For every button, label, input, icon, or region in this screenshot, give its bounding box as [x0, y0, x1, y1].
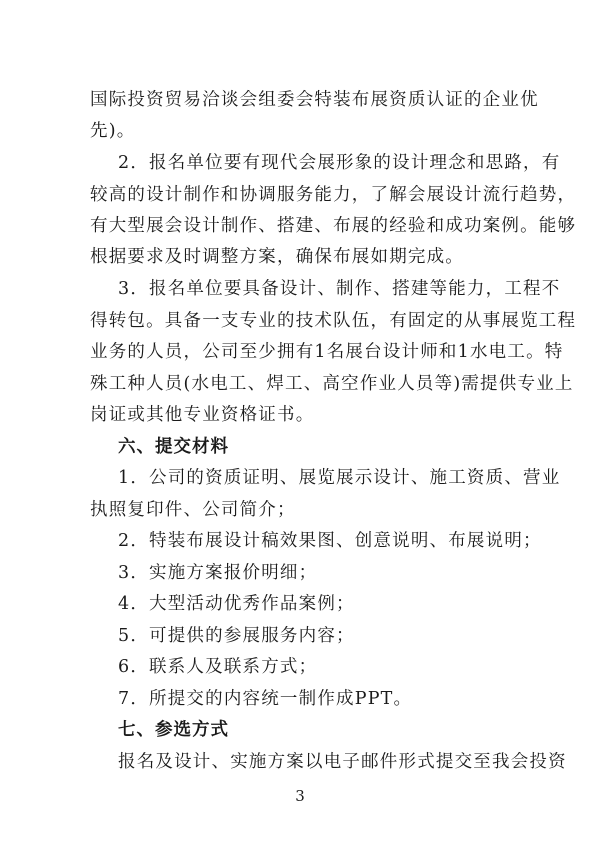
- body-text-line: 先)。: [90, 121, 136, 141]
- body-text-line: 岗证或其他专业资格证书。: [90, 405, 315, 425]
- list-item: 3．实施方案报价明细；: [118, 563, 318, 583]
- body-text-line: 有大型展会设计制作、搭建、布展的经验和成功案例。能够: [90, 216, 577, 236]
- list-item: 6．联系人及联系方式；: [118, 657, 318, 677]
- body-text-line: 殊工种人员(水电工、焊工、高空作业人员等)需提供专业上: [90, 374, 574, 394]
- body-text-line: 得转包。具备一支专业的技术队伍，有固定的从事展览工程: [90, 311, 577, 331]
- list-item: 2．特装布展设计稿效果图、创意说明、布展说明；: [118, 531, 542, 551]
- section-heading: 七、参选方式: [118, 720, 229, 740]
- body-text-line: 2．报名单位要有现代会展形象的设计理念和思路，有: [118, 153, 561, 173]
- list-item: 4．大型活动优秀作品案例；: [118, 594, 355, 614]
- list-item-continuation: 执照复印件、公司简介；: [90, 500, 296, 520]
- section-heading: 六、提交材料: [118, 437, 229, 457]
- body-text-line: 业务的人员，公司至少拥有1名展台设计师和1水电工。特: [90, 342, 564, 362]
- body-text-line: 根据要求及时调整方案，确保布展如期完成。: [90, 247, 464, 267]
- body-text-line: 国际投资贸易洽谈会组委会特装布展资质认证的企业优: [90, 90, 539, 110]
- body-text-line: 3．报名单位要具备设计、制作、搭建等能力，工程不: [118, 279, 561, 299]
- page-number: 3: [295, 787, 305, 805]
- body-text-line: 报名及设计、实施方案以电子邮件形式提交至我会投资: [118, 752, 567, 772]
- list-item: 5．可提供的参展服务内容；: [118, 626, 355, 646]
- list-item: 7．所提交的内容统一制作成PPT。: [118, 689, 413, 709]
- list-item: 1．公司的资质证明、展览展示设计、施工资质、营业: [118, 468, 561, 488]
- body-text-line: 较高的设计制作和协调服务能力，了解会展设计流行趋势，: [90, 185, 577, 205]
